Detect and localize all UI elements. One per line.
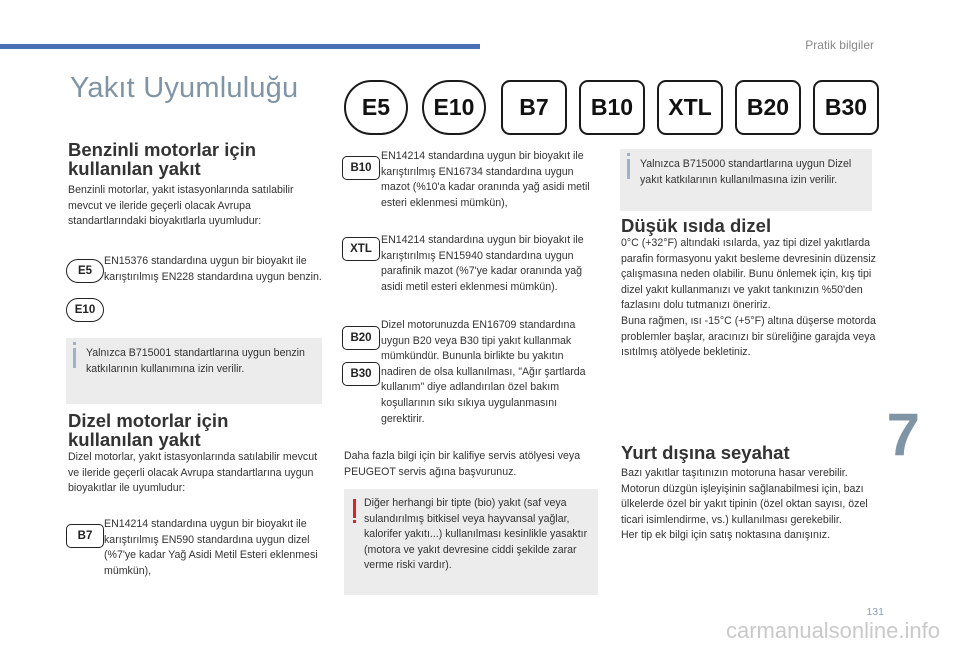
low-temp-heading: Düşük ısıda dizel — [621, 215, 772, 236]
diesel-intro: Dizel motorlar, yakıt istasyonlarında satılabilir mevcut ve ileride geçerli olacak Avrupa standartlarına uygun bioyakıtlar ile uyumludur: — [68, 451, 318, 495]
e5-description: EN15376 standardına uygun bir bioyakıt ile karıştırılmış EN228 standardına uygun benzin. — [104, 255, 322, 283]
fuel-badge-b20: B20 — [735, 80, 801, 135]
low-temp-text-2: Buna rağmen, ısı -15°C (+5°F) altına düşerse motorda problemler başlar, aracınızı bir süreliğine garajda veya ısıtılmış atölyede bekletiniz. — [621, 314, 876, 359]
chapter-number: 7 — [886, 401, 920, 468]
badge-b20: B20 — [342, 326, 380, 350]
travel-text-3: Her tip ek bilgi için satış noktasına danışınız. — [621, 529, 831, 542]
fuel-badge-b30: B30 — [813, 80, 879, 135]
travel-heading: Yurt dışına seyahat — [621, 442, 790, 463]
info-icon — [73, 342, 76, 345]
page-number: 131 — [866, 606, 884, 618]
gasoline-info-note: Yalnızca B715001 standartlarına uygun benzin katkılarının kullanımına izin verilir. — [66, 338, 322, 404]
warning-icon — [353, 499, 356, 518]
header-accent-bar — [0, 44, 480, 49]
xtl-description: EN14214 standardına uygun bir bioyakıt ile karıştırılmış EN15940 standardına uygun parafinik mazot (%7'ye kadar oranında yağ asidi metil esteri eklenmesi mümkün). — [381, 234, 584, 293]
fuel-badge-e5: E5 — [344, 80, 408, 135]
b7-description: EN14214 standardına uygun bir bioyakıt ile karıştırılmış EN590 standardına uygun dizel (%7'ye kadar Yağ Asidi Metil Esteri eklenmesi mümkün), — [104, 518, 318, 577]
badge-e10: E10 — [66, 298, 104, 322]
badge-b30: B30 — [342, 362, 380, 386]
travel-text: Bazı yakıtlar taşıtınızın motoruna hasar verebilir. — [621, 467, 848, 479]
service-info: Daha fazla bilgi için bir kalifiye servis atölyesi veya PEUGEOT servis ağına başvurunuz. — [344, 450, 581, 478]
fuel-badge-e10: E10 — [422, 80, 486, 135]
badge-e5: E5 — [66, 259, 104, 283]
diesel-heading: Dizel motorlar için kullanılan yakıt — [68, 410, 229, 450]
badge-b7: B7 — [66, 524, 104, 548]
travel-text-2: Motorun düzgün işleyişinin sağlanabilmesi için, bazı ülkelerde özel bir yakıt tipinin (özel oktan sayısı, özel ticari isimlendirme, vs.) kullanılması gerekebilir. — [621, 482, 868, 526]
gasoline-heading: Benzinli motorlar için kullanılan yakıt — [68, 139, 257, 179]
b20-b30-description: Dizel motorunuzda EN16709 standardına uygun B20 veya B30 tipi yakıt kullanmak mümkündür. Bununla birlikte bu yakıtın nadiren de olsa kullanılması, "Ağır şartlarda kullanım" diye adlandırılan özel bakım koşullarının sıkı sıkıya uygulanmasını gerektirir. — [381, 319, 586, 425]
page-title: Yakıt Uyumluluğu — [70, 72, 299, 104]
watermark: carmanualsonline.info — [725, 618, 940, 643]
fuel-badge-b10: B10 — [579, 80, 645, 135]
diesel-info-note: Yalnızca B715000 standartlarına uygun Dizel yakıt katkılarının kullanılmasına izin verilir. — [620, 149, 872, 211]
section-title: Pratik bilgiler — [805, 38, 874, 52]
b10-description: EN14214 standardına uygun bir bioyakıt ile karıştırılmış EN16734 standardına uygun mazot (%10'a kadar oranında yağ asidi metil esteri eklenmesi mümkün), — [381, 150, 590, 209]
low-temp-text: 0°C (+32°F) altındaki ısılarda, yaz tipi dizel yakıtlarda parafin formasyonu yakıt besleme devresinin düzensiz çalışmasına neden olabilir. Bunu önlemek için, kış tipi dizel yakıt kullanmanızı ve yakıt tankınızın %50'den fazlasını dolu tutmanızı öneririz. — [621, 237, 876, 312]
badge-b10: B10 — [342, 156, 380, 180]
info-icon — [627, 153, 630, 156]
fuel-badge-b7: B7 — [501, 80, 567, 135]
badge-xtl: XTL — [342, 237, 380, 261]
fuel-badge-xtl: XTL — [657, 80, 723, 135]
gasoline-intro: Benzinli motorlar, yakıt istasyonlarında satılabilir mevcut ve ileride geçerli olacak Avrupa standartlarındaki bioyakıtlarla uyumludur: — [68, 184, 294, 228]
warning-note: Diğer herhangi bir tipte (bio) yakıt (saf veya sulandırılmış bitkisel veya hayvansal yağlar, kalorifer yakıtı...) kullanılması kesinlikle yasaktır (motora ve yakıt devresine ciddi şekilde zarar verme riski vardır). — [344, 489, 598, 595]
